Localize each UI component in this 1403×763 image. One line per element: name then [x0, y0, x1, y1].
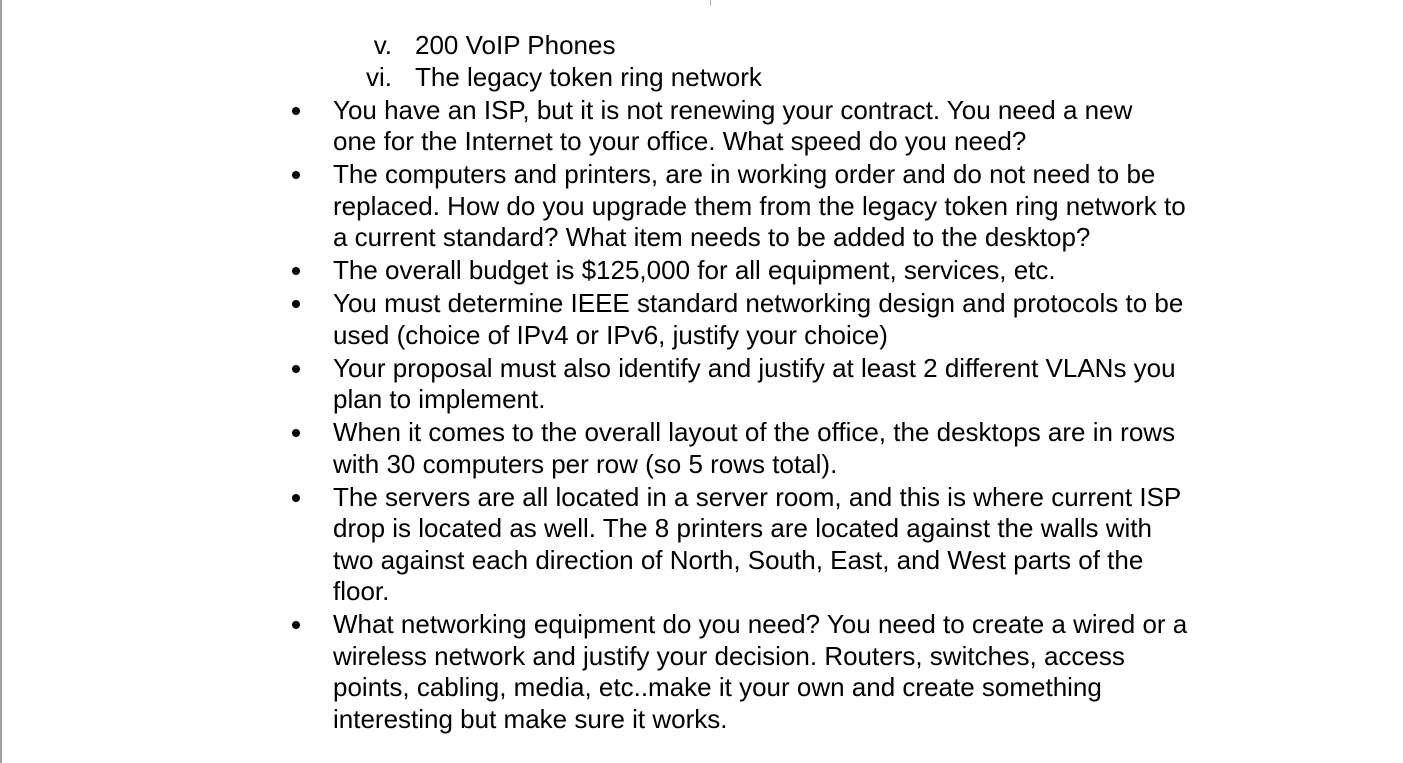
list-item: [0, 62, 1403, 94]
bullet-text: [333, 95, 1245, 158]
bullet-dot-icon: [292, 429, 300, 437]
bullet-dot-icon: [292, 300, 300, 308]
text-line: Your proposal must also identify and justify at least 2 different VLANs you: [333, 352, 1176, 383]
bullet-item: [0, 482, 1403, 608]
bullet-text: [333, 482, 1245, 608]
bullet-item: [0, 417, 1403, 480]
text-line: interesting but make sure it works.: [333, 703, 728, 734]
bullet-text: [333, 609, 1245, 735]
text-line: When it comes to the overall layout of the office, the desktops are in rows: [333, 417, 1176, 447]
bullet-dot-icon: [292, 171, 300, 179]
text-line: points, cabling, media, etc..make it your own and create something: [333, 672, 1102, 702]
bullet-dot-icon: [292, 494, 300, 502]
text-line: The overall budget is $125,000 for all equipment, services, etc.: [333, 255, 1056, 285]
list-marker: v.: [373, 30, 392, 60]
text-line: The servers are all located in a server room, and this is where current ISP: [333, 481, 1182, 512]
ruler-tick: [710, 0, 711, 6]
list-item-text: The legacy token ring network: [415, 61, 762, 92]
document-body: [0, 30, 1403, 735]
bullet-text: [333, 288, 1245, 351]
bullet-text: [333, 353, 1245, 416]
text-line: a current standard? What item needs to be added to the desktop?: [333, 222, 1091, 252]
roman-numeral-list: [0, 30, 1403, 93]
text-line: replaced. How do you upgrade them from the legacy token ring network to: [333, 190, 1186, 221]
bullet-text: [333, 255, 1245, 287]
bullet-dot-icon: [292, 267, 300, 275]
text-line: drop is located as well. The 8 printers are located against the walls with: [333, 513, 1152, 543]
list-item-text: 200 VoIP Phones: [415, 30, 616, 60]
text-line: You must determine IEEE standard networking design and protocols to be: [333, 288, 1184, 318]
text-line: You have an ISP, but it is not renewing your contract. You need a new: [333, 94, 1133, 125]
text-line: What networking equipment do you need? You need to create a wired or a: [333, 609, 1188, 639]
text-line: floor.: [333, 576, 390, 606]
bullet-list: [0, 95, 1403, 736]
text-line: wireless network and justify your decision. Routers, switches, access: [333, 640, 1125, 671]
bullet-dot-icon: [292, 365, 300, 373]
text-line: used (choice of IPv4 or IPv6, justify your choice): [333, 319, 888, 350]
text-line: plan to implement.: [333, 384, 546, 414]
bullet-dot-icon: [292, 621, 300, 629]
text-line: two against each direction of North, South, East, and West parts of the: [333, 544, 1144, 575]
list-item: [0, 30, 1403, 62]
bullet-item: [0, 255, 1403, 287]
text-line: with 30 computers per row (so 5 rows total).: [333, 448, 838, 479]
bullet-dot-icon: [292, 107, 300, 115]
list-marker: vi.: [366, 61, 392, 92]
bullet-text: [333, 159, 1245, 254]
text-line: The computers and printers, are in working order and do not need to be: [333, 159, 1156, 189]
bullet-text: [333, 417, 1245, 480]
bullet-item: [0, 288, 1403, 351]
bullet-item: [0, 353, 1403, 416]
bullet-item: [0, 159, 1403, 254]
text-line: one for the Internet to your office. What speed do you need?: [333, 126, 1027, 156]
bullet-item: [0, 95, 1403, 158]
bullet-item: [0, 609, 1403, 735]
